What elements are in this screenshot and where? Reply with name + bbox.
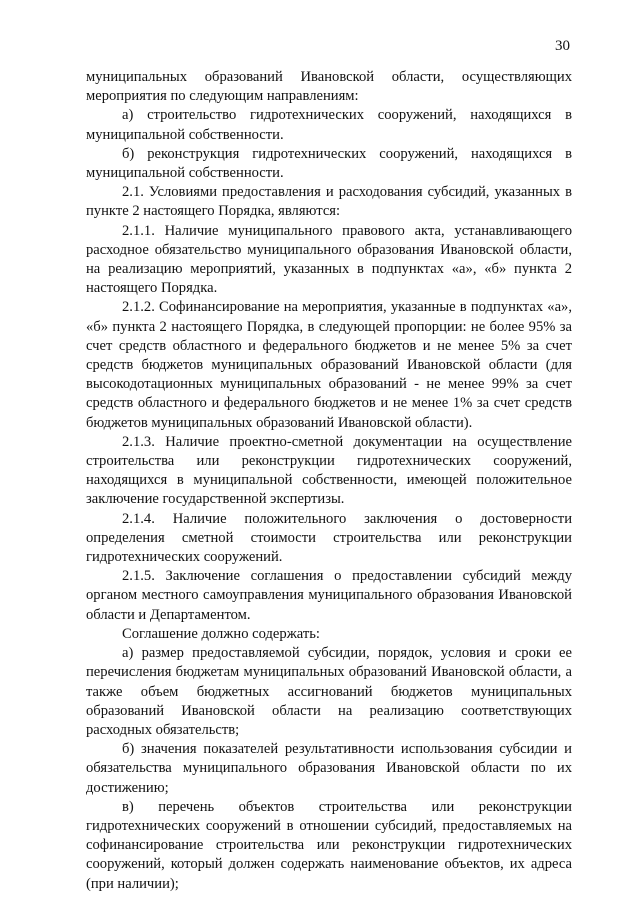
paragraph: 2.1.4. Наличие положительного заключения о достоверности определения сметной стоимости строительства или реконструкции гидротехнических сооружений.: [86, 510, 572, 566]
paragraph: а) строительство гидротехнических сооружений, находящихся в муниципальной собственности.: [86, 107, 572, 143]
paragraph: а) размер предоставляемой субсидии, порядок, условия и сроки ее перечисления бюджетам муниципальных образований Ивановской области, а также объем бюджетных ассигнований бюджетов муниципальных образований Ивановской области на реализацию соответствующих расходных обязательств;: [86, 645, 572, 738]
paragraph: 2.1.1. Наличие муниципального правового акта, устанавливающего расходное обязательство муниципального образования Ивановской области, на реализацию мероприятий, указанных в подпунктах «а», «б» пункта 2 настоящего Порядка.: [86, 222, 572, 297]
paragraph: б) реконструкция гидротехнических сооружений, находящихся в муниципальной собственности.: [86, 145, 572, 182]
paragraph: 2.1.3. Наличие проектно-сметной документации на осуществление строительства или реконструкции гидротехнических сооружений, находящихся в муниципальной собственности, имеющей положительное заключение государственной экспертизы.: [86, 433, 572, 508]
page-number: 30: [555, 38, 570, 54]
document-body: [86, 68, 572, 894]
paragraph: муниципальных образований Ивановской области, осуществляющих мероприятия по следующим направлениям:: [86, 69, 572, 105]
paragraph: в) перечень объектов строительства или реконструкции гидротехнических сооружений в отношении субсидий, предоставляемых на софинансирование строительства или реконструкции гидротехнических сооружений, который должен содержать наименование объектов, их адреса (при наличии);: [86, 798, 572, 892]
paragraph: Соглашение должно содержать:: [122, 625, 320, 642]
paragraph: 2.1.2. Софинансирование на мероприятия, указанные в подпунктах «а», «б» пункта 2 настоящего Порядка, в следующей пропорции: не более 95% за счет средств областного и федерального бюджетов и не менее 5% за счет средств бюджетов муниципальных образований Ивановской области (для высокодотационных муниципальных образований - не менее 99% за счет средств областного и федерального бюджетов и не менее 1% за счет средств бюджетов муниципальных образований Ивановской области).: [86, 299, 572, 431]
paragraph: 2.1.5. Заключение соглашения о предоставлении субсидий между органом местного самоуправления муниципального образования Ивановской области и Департаментом.: [86, 568, 572, 623]
paragraph: 2.1. Условиями предоставления и расходования субсидий, указанных в пункте 2 настоящего Порядка, являются:: [86, 184, 572, 220]
paragraph: б) значения показателей результативности использования субсидии и обязательства муниципального образования Ивановской области по их достижению;: [86, 741, 572, 796]
